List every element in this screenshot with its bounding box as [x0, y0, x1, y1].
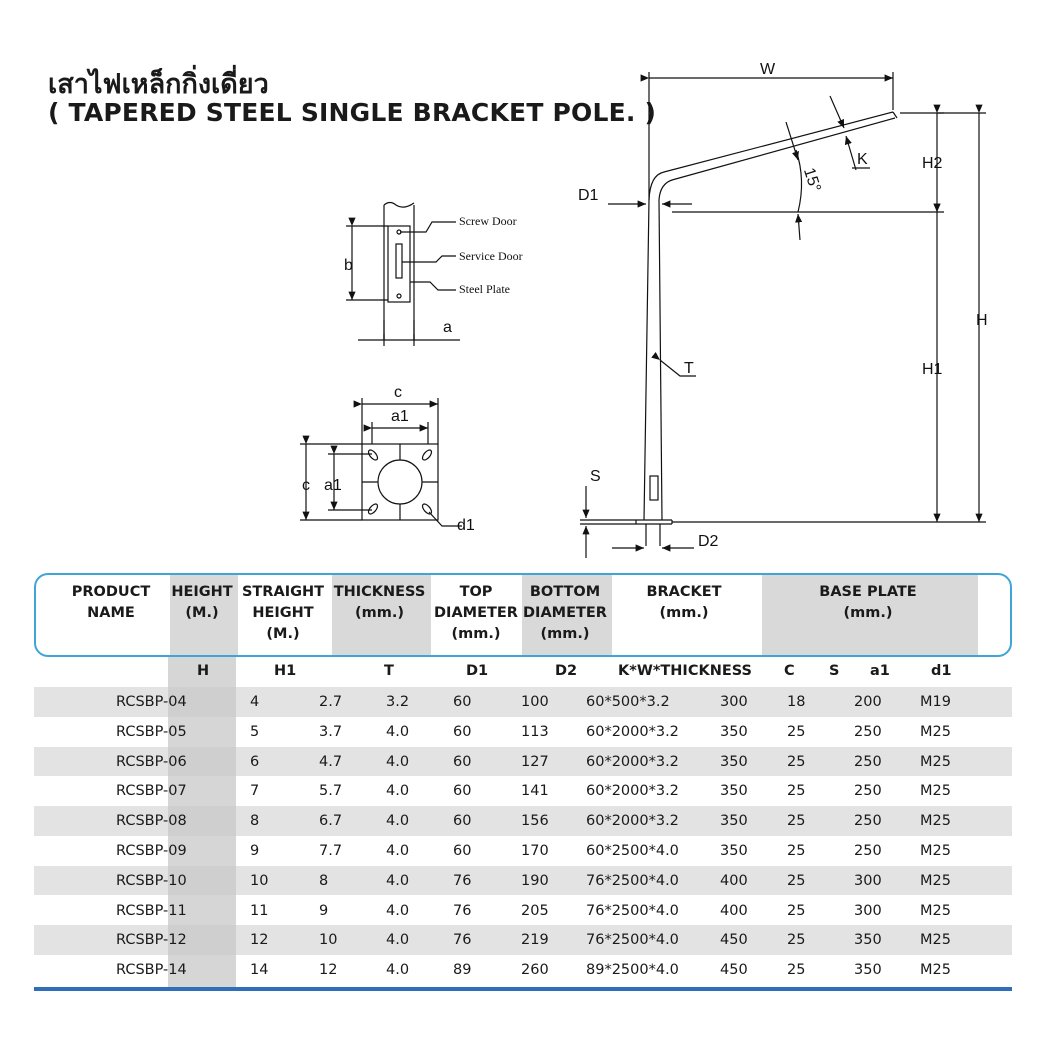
label-service-door: Service Door: [459, 249, 523, 263]
table-cell: 25: [787, 872, 806, 889]
dim-k: K: [857, 151, 868, 168]
table-cell: 12: [319, 962, 338, 979]
table-cell: 250: [854, 783, 882, 800]
dim-h: H: [976, 312, 988, 329]
dim-c-left: c: [302, 477, 310, 494]
table-cell: M25: [920, 932, 951, 949]
table-cell: M25: [920, 962, 951, 979]
table-cell: 350: [854, 932, 882, 949]
table-cell: 76: [453, 902, 472, 919]
table-cell: 25: [787, 783, 806, 800]
table-cell: 300: [854, 902, 882, 919]
table-cell: M25: [920, 902, 951, 919]
dim-h2: H2: [922, 155, 943, 172]
table-cell: 18: [787, 694, 806, 710]
table-cell: 4.0: [386, 723, 410, 740]
table-cell: 25: [787, 843, 806, 859]
table-cell: 7.7: [319, 843, 343, 859]
table-row: [34, 687, 1012, 717]
table-cell: 8: [319, 872, 329, 889]
subheader-c: C: [784, 663, 795, 679]
table-cell: RCSBP-14: [116, 962, 187, 979]
table-cell: 60*2000*3.2: [586, 723, 679, 740]
table-cell: 350: [854, 962, 882, 979]
table-cell: 450: [720, 962, 748, 979]
table-row: [34, 896, 1012, 926]
dim-d2: D2: [698, 533, 719, 550]
table-cell: 14: [250, 962, 269, 979]
table-cell: 76*2500*4.0: [586, 932, 679, 949]
table-cell: 250: [854, 753, 882, 770]
table-cell: RCSBP-05: [116, 723, 187, 740]
table-cell: 25: [787, 723, 806, 740]
table-cell: M25: [920, 783, 951, 800]
table-cell: 300: [854, 872, 882, 889]
table-cell: 190: [521, 872, 549, 889]
table-cell: 25: [787, 902, 806, 919]
table-cell: 60*2500*4.0: [586, 843, 679, 859]
table-cell: 156: [521, 813, 549, 830]
header-bracket: BRACKET (mm.): [646, 584, 722, 621]
table-cell: 4.0: [386, 902, 410, 919]
label-screw-door: Screw Door: [459, 214, 517, 228]
table-cell: 4.0: [386, 843, 410, 859]
dim-h1: H1: [922, 361, 943, 378]
table-cell: 89: [453, 962, 472, 979]
dim-b: b: [344, 257, 353, 274]
header-top-diameter: TOP DIAMETER (mm.): [434, 584, 518, 642]
table-cell: M25: [920, 872, 951, 889]
subheader-h1: H1: [274, 663, 297, 679]
label-steel-plate: Steel Plate: [459, 282, 510, 296]
table-cell: 60: [453, 783, 472, 800]
table-cell: 10: [319, 932, 338, 949]
header-product-name: PRODUCT NAME: [71, 584, 151, 621]
header-base-plate: BASE PLATE (mm.): [819, 584, 917, 621]
dim-w: W: [760, 61, 776, 78]
bottom-rule: [34, 987, 1012, 991]
table-cell: RCSBP-06: [116, 753, 187, 770]
subheader-bracket: K*W*THICKNESS: [618, 663, 752, 679]
table-cell: 60*500*3.2: [586, 694, 670, 710]
table-cell: 4.0: [386, 932, 410, 949]
table-cell: 450: [720, 932, 748, 949]
table-cell: 76*2500*4.0: [586, 902, 679, 919]
subheader-d1: D1: [466, 663, 489, 679]
subheader-d2: D2: [555, 663, 578, 679]
table-cell: 260: [521, 962, 549, 979]
table-cell: RCSBP-07: [116, 783, 187, 800]
table-cell: 3.7: [319, 723, 343, 740]
table-cell: 4.0: [386, 962, 410, 979]
table-cell: 9: [250, 843, 260, 859]
table-row: [34, 866, 1012, 896]
table-cell: 4.0: [386, 813, 410, 830]
table-cell: 400: [720, 872, 748, 889]
table-cell: RCSBP-08: [116, 813, 187, 830]
dim-a1-left: a1: [324, 477, 342, 494]
subheader-d1-plate: d1: [931, 663, 952, 679]
table-row: [34, 776, 1012, 806]
base-plate-detail: [300, 398, 462, 526]
table-cell: 6: [250, 753, 260, 770]
table-cell: 350: [720, 753, 748, 770]
table-cell: 350: [720, 723, 748, 740]
header-thickness: THICKNESS (mm.): [333, 584, 426, 621]
table-cell: 76: [453, 872, 472, 889]
table-cell: 25: [787, 813, 806, 830]
table-cell: 60*2000*3.2: [586, 753, 679, 770]
table-cell: 170: [521, 843, 549, 859]
table-cell: 141: [521, 783, 549, 800]
table-cell: 250: [854, 843, 882, 859]
table-cell: RCSBP-10: [116, 872, 187, 889]
table-cell: 60*2000*3.2: [586, 783, 679, 800]
header-bottom-diameter: BOTTOM DIAMETER (mm.): [523, 584, 607, 642]
table-cell: 25: [787, 753, 806, 770]
table-cell: 4: [250, 694, 260, 710]
table-cell: 3.2: [386, 694, 410, 710]
table-cell: 11: [250, 902, 269, 919]
dim-a: a: [443, 319, 452, 336]
table-cell: M25: [920, 753, 951, 770]
table-cell: M25: [920, 843, 951, 859]
table-cell: 25: [787, 962, 806, 979]
dim-t: T: [684, 360, 694, 377]
table-cell: 60: [453, 694, 472, 710]
dim-d1-pole: D1: [578, 187, 599, 204]
table-cell: 60: [453, 753, 472, 770]
table-cell: RCSBP-04: [116, 694, 187, 710]
table-cell: 9: [319, 902, 329, 919]
dim-angle: 15°: [800, 165, 824, 195]
dim-c-top: c: [394, 384, 402, 401]
table-cell: 4.0: [386, 783, 410, 800]
table-cell: 8: [250, 813, 260, 830]
table-cell: 350: [720, 843, 748, 859]
table-cell: 300: [720, 694, 748, 710]
table-cell: 4.0: [386, 753, 410, 770]
table-cell: 76*2500*4.0: [586, 872, 679, 889]
table-cell: RCSBP-11: [116, 902, 187, 919]
table-cell: 2.7: [319, 694, 343, 710]
subheader-s: S: [829, 663, 840, 679]
table-cell: 200: [854, 694, 882, 710]
table-row: [34, 955, 1012, 985]
table-cell: 60*2000*3.2: [586, 813, 679, 830]
subheader-h: H: [197, 663, 210, 679]
table-cell: RCSBP-09: [116, 843, 187, 859]
dim-d1: d1: [457, 517, 475, 534]
table-row: [34, 806, 1012, 836]
table-cell: 25: [787, 932, 806, 949]
header-height: HEIGHT (M.): [171, 584, 233, 621]
subheader-a1: a1: [870, 663, 890, 679]
table-cell: 205: [521, 902, 549, 919]
table-cell: M25: [920, 723, 951, 740]
dim-s: S: [590, 468, 601, 485]
table-cell: 400: [720, 902, 748, 919]
table-cell: 350: [720, 813, 748, 830]
table-cell: 4.0: [386, 872, 410, 889]
table-cell: 10: [250, 872, 269, 889]
header-straight-height: STRAIGHT HEIGHT (M.): [241, 584, 325, 642]
table-cell: RCSBP-12: [116, 932, 187, 949]
table-cell: 250: [854, 813, 882, 830]
table-cell: 60: [453, 843, 472, 859]
title-thai: เสาไฟเหล็กกิ่งเดี่ยว: [48, 69, 269, 100]
table-cell: 250: [854, 723, 882, 740]
table-cell: 219: [521, 932, 549, 949]
table-cell: 12: [250, 932, 269, 949]
table-row: [34, 747, 1012, 777]
table-cell: 6.7: [319, 813, 343, 830]
table-row: [34, 717, 1012, 747]
table-cell: 60: [453, 723, 472, 740]
table-row: [34, 836, 1012, 866]
subheader-t: T: [384, 663, 394, 679]
table-cell: 100: [521, 694, 549, 710]
table-cell: 127: [521, 753, 549, 770]
table-cell: 5.7: [319, 783, 343, 800]
table-cell: M19: [920, 694, 951, 710]
pole-elevation: [580, 72, 986, 558]
dim-a1-top: a1: [391, 408, 409, 425]
table-cell: 76: [453, 932, 472, 949]
title-english: ( TAPERED STEEL SINGLE BRACKET POLE. ): [48, 98, 657, 127]
table-cell: M25: [920, 813, 951, 830]
table-row: [34, 925, 1012, 955]
table-cell: 113: [521, 723, 549, 740]
table-cell: 4.7: [319, 753, 343, 770]
table-cell: 60: [453, 813, 472, 830]
table-cell: 5: [250, 723, 260, 740]
table-cell: 89*2500*4.0: [586, 962, 679, 979]
table-cell: 7: [250, 783, 260, 800]
table-cell: 350: [720, 783, 748, 800]
